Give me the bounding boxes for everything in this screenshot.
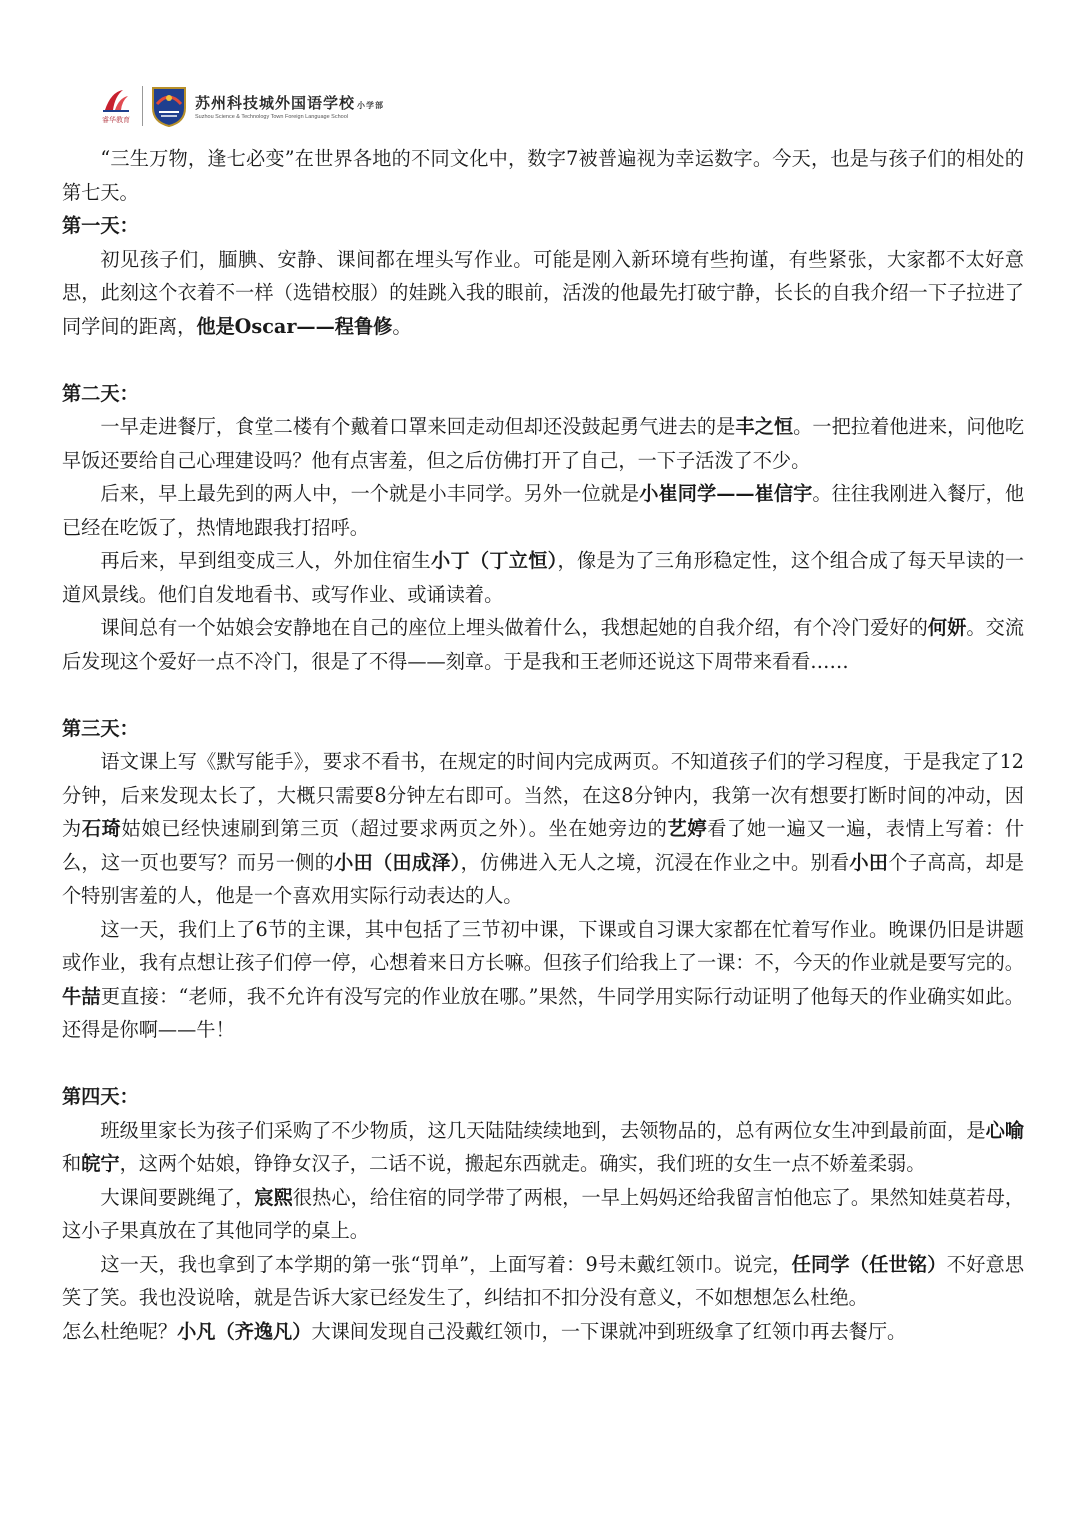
intro-text: “三生万物，逢七必变”在世界各地的不同文化中，数字7被普遍视为幸运数字。今天，也是与孩子们的相处的第七天。 <box>62 147 1024 204</box>
day4-paragraph-4 <box>62 1315 1024 1349</box>
day4-p1-highlight-1: 心喻 <box>985 1118 1025 1142</box>
intro-paragraph <box>62 142 1024 209</box>
day3-heading: 第三天： <box>62 716 139 740</box>
day2-p1-highlight: 丰之恒 <box>735 415 794 438</box>
day2-p4-highlight: 何妍 <box>927 616 967 639</box>
day1-highlight: 他是Oscar——程鲁修 <box>196 314 393 338</box>
day2-p1-text-end: 。一把拉着他进来，问他吃早饭还要给自己心理建设吗？他有点害羞，但之后仿佛打开了自己，一下子活泼了不少。 <box>62 415 1025 472</box>
day4-paragraph-3 <box>62 1248 1024 1315</box>
day3-p1-highlight-1: 石琦 <box>81 817 122 840</box>
school-name-zh: 苏州科技城外国语学校 小学部 <box>195 94 385 112</box>
day4-heading: 第四天： <box>62 1085 139 1108</box>
day2-heading: 第二天： <box>62 381 139 405</box>
day3-p1-highlight-2: 艺婷 <box>667 817 708 840</box>
day2-p2-text: 后来，早上最先到的两人中，一个就是小丰同学。另外一位就是 <box>100 482 640 505</box>
day4-p3-highlight: 任同学（任世铭） <box>791 1252 947 1276</box>
ruihua-logo-icon <box>101 88 131 114</box>
school-logo <box>149 84 384 128</box>
day4-p1-text-2: 和 <box>62 1152 82 1175</box>
day2-paragraph-2 <box>62 477 1024 544</box>
day2-paragraph-1 <box>62 410 1024 477</box>
day3-p1-text: 语文课上写《默写能手》，要求不看书，在规定的时间内完成两页。不知道孩子们的学习程度，于是我定了12分钟，后来发现太长了，大概只需要8分钟左右即可。当然，在这8分钟内，我第一次有想要打断时间的冲动，因为 <box>62 750 1024 840</box>
school-name-en: Suzhou Science & Technology Town Foreign Language School <box>195 114 348 120</box>
day3-p2-highlight: 牛喆 <box>62 984 101 1008</box>
day1-heading: 第一天： <box>62 214 139 237</box>
day2-p3-text: 再后来，早到组变成三人，外加住宿生 <box>100 549 431 572</box>
article-body <box>62 142 1024 1348</box>
day2-p2-highlight: 小崔同学——崔信宇 <box>639 482 813 505</box>
ruihua-logo-text: 睿华教育 <box>102 115 130 124</box>
day4-p1-text: 班级里家长为孩子们采购了不少物质，这几天陆陆续续地到，去领物品的，总有两位女生冲到最前面，是 <box>100 1118 986 1142</box>
day4-p3-text-end: 不好意思笑了笑。我也没说啥，就是告诉大家已经发生了，纠结扣不扣分没有意义，不如想想怎么杜绝。 <box>62 1252 1025 1309</box>
day4-p2-text: 大课间要跳绳了， <box>100 1185 255 1209</box>
day4-p1-text-3: ，这两个姑娘，铮铮女汉子，二话不说，搬起东西就走。确实，我们班的女生一点不娇羞柔弱。 <box>119 1152 926 1175</box>
day2-p4-text-end: 。交流后发现这个爱好一点不冷门，很是了不得——刻章。于是我和王老师还说这下周带来看看…… <box>62 616 1025 673</box>
school-name-block <box>195 92 384 120</box>
day3-paragraph-1 <box>62 745 1024 913</box>
day3-p1-text-3: 看了她一遍又一遍，表情上写着：什么，这一页也要写？而另一侧的 <box>62 817 1025 874</box>
day3-p1-text-5: 个子高高，却是个特别害羞的人，他是一个喜欢用实际行动表达的人。 <box>62 850 1025 907</box>
day2-p3-highlight: 小丁（丁立恒） <box>431 549 558 572</box>
day4-p1-highlight-2: 皖宁 <box>81 1152 120 1175</box>
day4-p4-highlight: 小凡（齐逸凡） <box>177 1319 312 1343</box>
page-header <box>96 82 384 130</box>
header-divider <box>142 86 143 126</box>
day3-p2-text: 这一天，我们上了6节的主课，其中包括了三节初中课，下课或自习课大家都在忙着写作业。晚课仍旧是讲题或作业，我有点想让孩子们停一停，心想着来日方长嘛。但孩子们给我上了一课：不，今天的作业就是要写完的。 <box>62 917 1024 974</box>
day3-p2-text-end: 更直接：“老师，我不允许有没写完的作业放在哪。”果然，牛同学用实际行动证明了他每天的作业确实如此。还得是你啊——牛！ <box>62 984 1024 1041</box>
day4-p4-text: 怎么杜绝呢？ <box>62 1319 178 1343</box>
day2-paragraph-3 <box>62 544 1024 611</box>
day2-p2-text-end: 。往往我刚进入餐厅，他已经在吃饭了，热情地跟我打招呼。 <box>62 482 1025 539</box>
ruihua-logo <box>96 88 136 125</box>
day2-p4-text: 课间总有一个姑娘会安静地在自己的座位上埋头做着什么，我想起她的自我介绍，有个冷门爱好的 <box>100 616 928 639</box>
day3-p1-text-2: 姑娘已经快速刷到第三页（超过要求两页之外）。坐在她旁边的 <box>121 817 668 840</box>
day1-text-end: 。 <box>392 314 412 338</box>
day3-p1-text-4: ，仿佛进入无人之境，沉浸在作业之中。别看 <box>460 850 850 874</box>
day4-p3-text: 这一天，我也拿到了本学期的第一张“罚单”，上面写着：9号未戴红领巾。说完， <box>100 1252 792 1276</box>
day2-p3-text-end: ，像是为了三角形稳定性，这个组合成了每天早读的一道风景线。他们自发地看书、或写作业、或诵读着。 <box>62 549 1025 606</box>
school-seal: 小学部 <box>357 100 385 110</box>
school-crest-icon <box>149 84 189 128</box>
day2-paragraph-4 <box>62 611 1024 678</box>
day4-paragraph-1 <box>62 1114 1024 1181</box>
day3-paragraph-2 <box>62 913 1024 1047</box>
day1-paragraph <box>62 243 1024 344</box>
day1-text: 初见孩子们，腼腆、安静、课间都在埋头写作业。可能是刚入新环境有些拘谨，有些紧张，大家都不太好意思，此刻这个衣着不一样（选错校服）的娃跳入我的眼前，活泼的他最先打破宁静，长长的自我介绍一下子拉进了同学间的距离， <box>62 247 1024 338</box>
day2-p1-text: 一早走进餐厅，食堂二楼有个戴着口罩来回走动但却还没鼓起勇气进去的是 <box>100 415 736 438</box>
day4-p2-highlight: 宸熙 <box>254 1185 293 1209</box>
day3-p1-highlight-4: 小田 <box>849 850 889 874</box>
day4-p4-text-end: 大课间发现自己没戴红领巾，一下课就冲到班级拿了红领巾再去餐厅。 <box>311 1319 907 1343</box>
day3-p1-highlight-3: 小田（田成泽） <box>334 850 461 874</box>
day4-paragraph-2 <box>62 1181 1024 1248</box>
day4-p2-text-end: 很热心，给住宿的同学带了两根，一早上妈妈还给我留言怕他忘了。果然知娃莫若母，这小子果真放在了其他同学的桌上。 <box>62 1185 1025 1242</box>
